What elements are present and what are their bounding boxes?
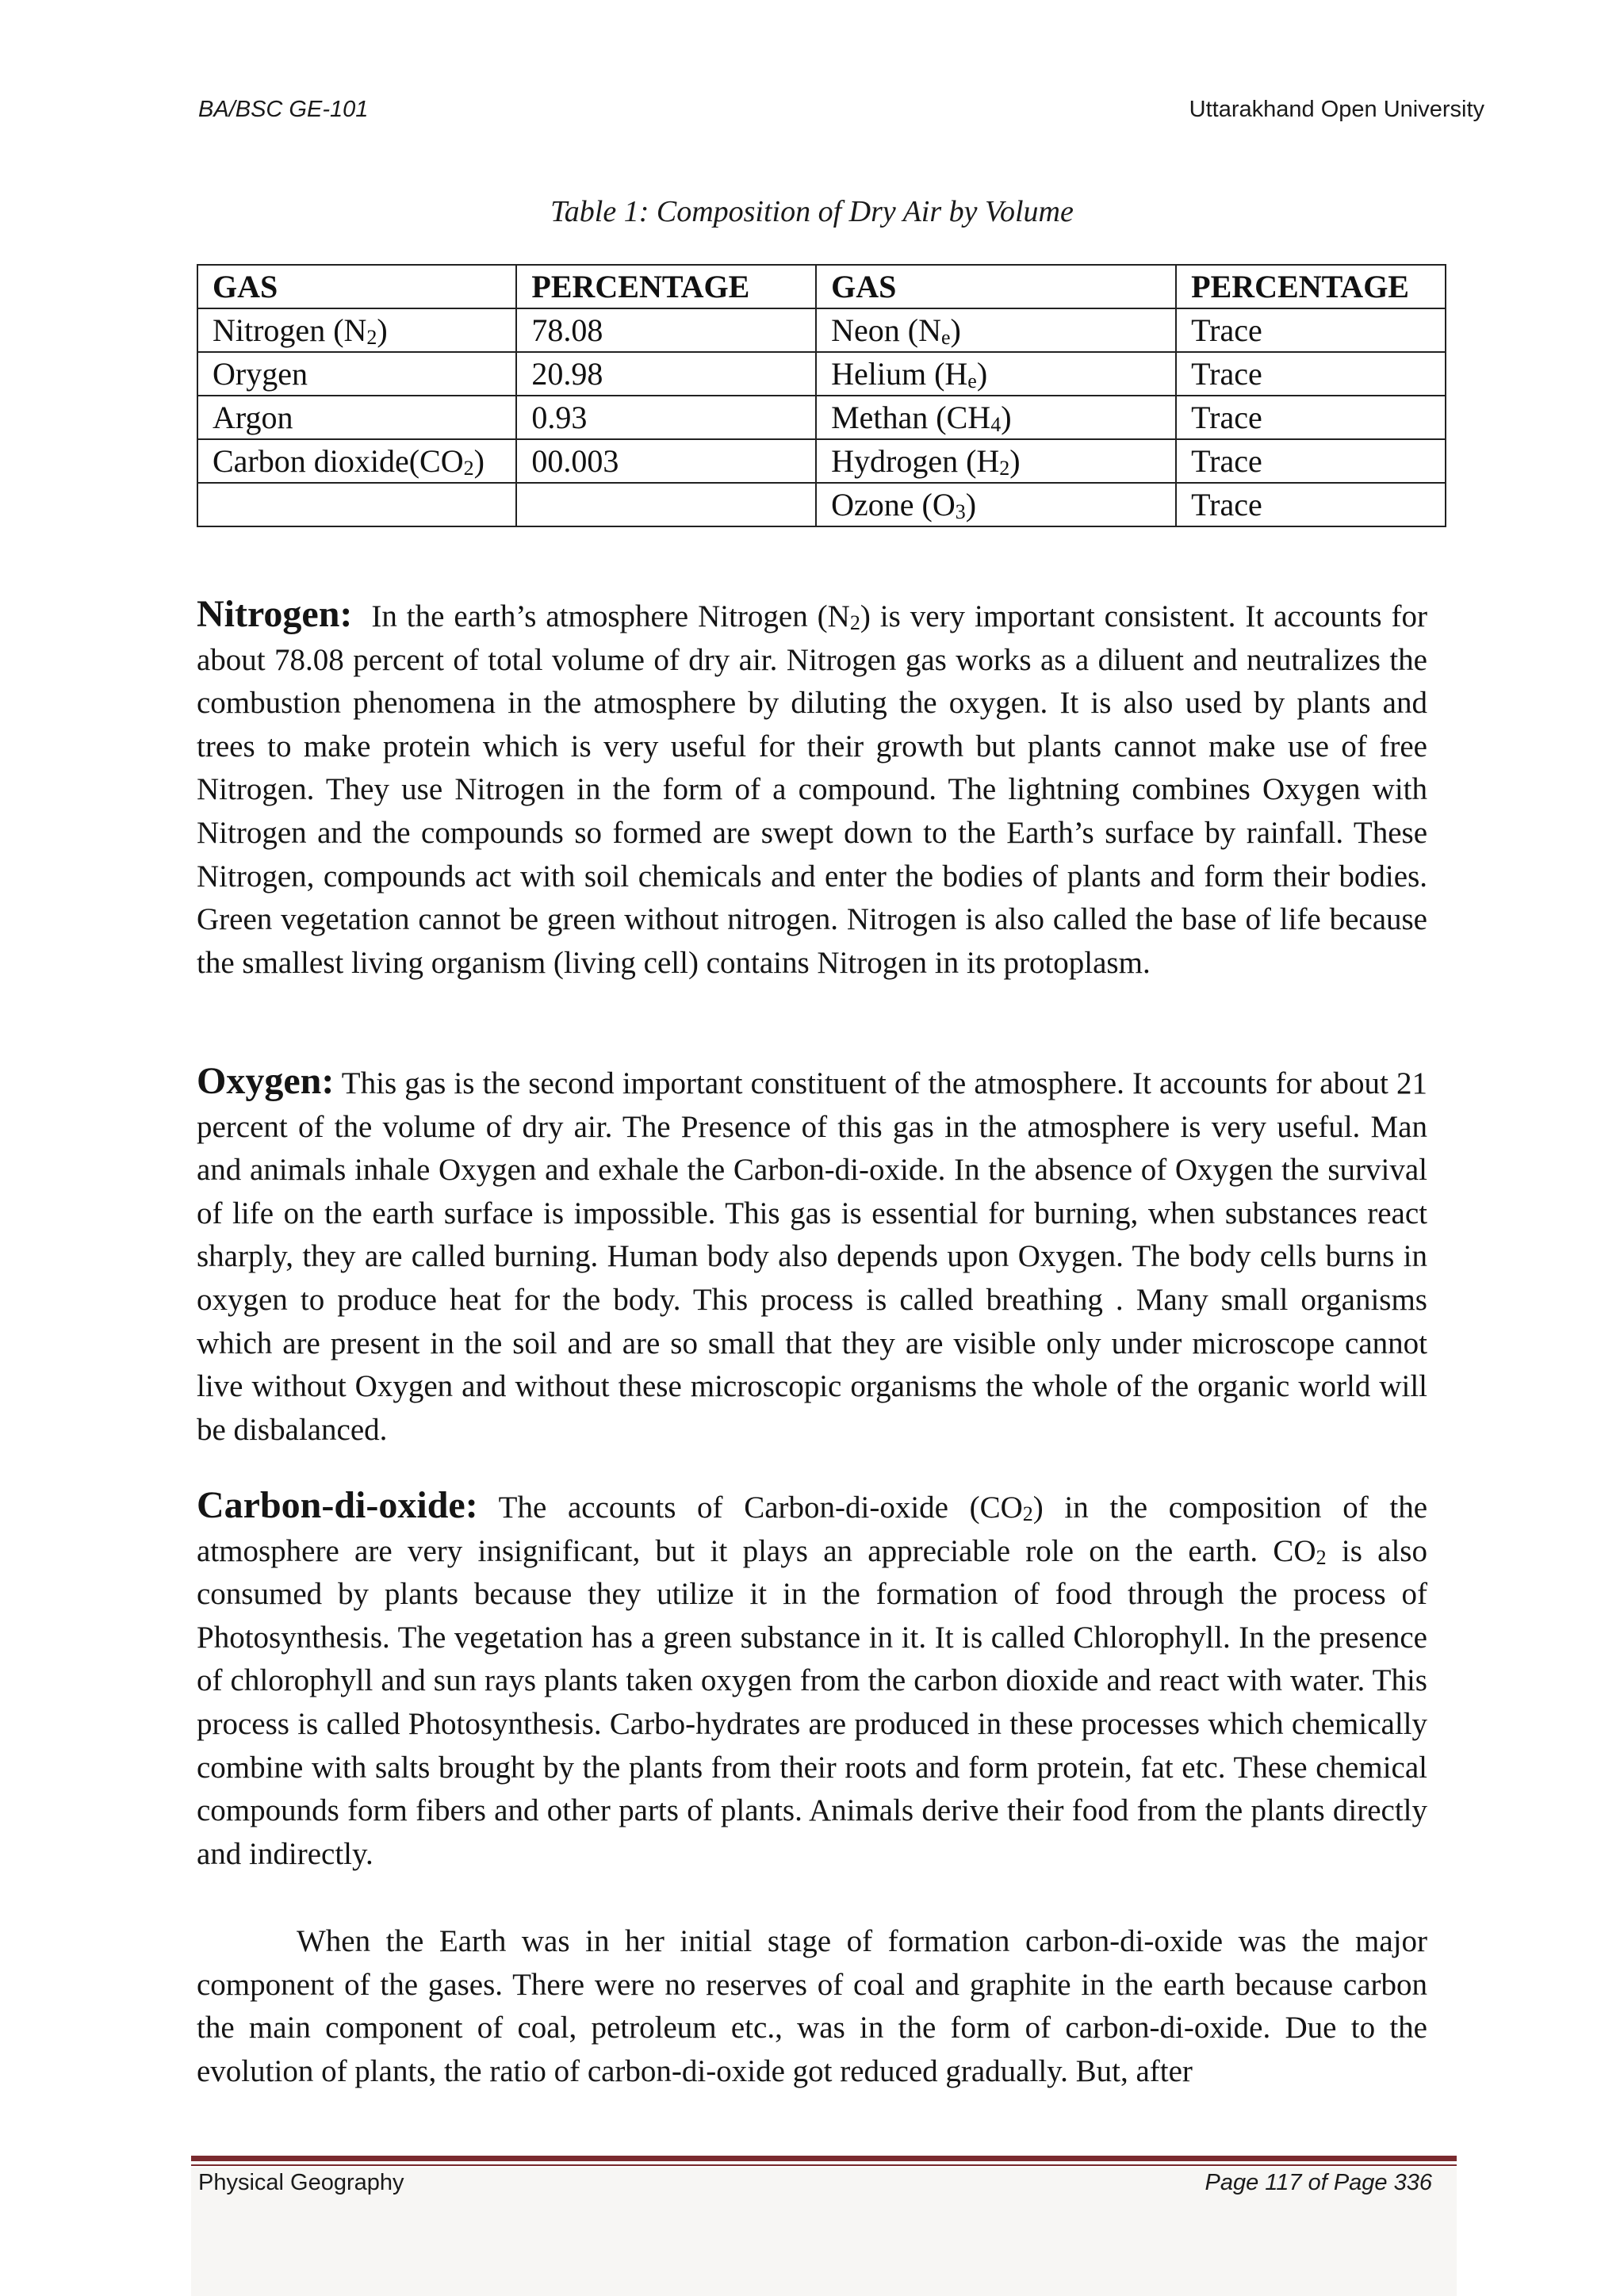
percentage-cell: 00.003 <box>516 439 816 483</box>
header-gas-2: GAS <box>816 265 1176 308</box>
gas-cell: Hydrogen $(H_2)$ <box>816 439 1176 483</box>
carbon-dioxide-paragraph: Carbon-di-oxide: The accounts of Carbon-di-oxide $(CO_2)$ in the composition of the atmosphere are very insignificant, but it plays an appreciable role on the earth. $CO_2$ is also consumed by plants because they utilize it in the formation of food through the process of Photosynthesis. The vegetation has a green substance in it. It is called Chlorophyll. In the presence of chlorophyll and sun rays plants taken oxygen from the carbon dioxide and react with water. This process is called Photosynthesis. Carbo-hydrates are produced in these processes which chemically combine with salts brought by the plants from their roots and form protein, fat etc. These chemical compounds form fibers and other parts of plants. Animals derive their food from the plants directly and indirectly. <box>197 1484 1428 1871</box>
oxygen-paragraph: Oxygen: This gas is the second important constituent of the atmosphere. It accounts for about 21 percent of the volume of dry air. The Presence of this gas in the atmosphere is very useful. Man and animals inhale Oxygen and exhale the Carbon-di-oxide. In the absence of Oxygen the survival of life on the earth surface is impossible. This gas is essential for burning, when substances react sharply, they are called burning. Human body also depends upon Oxygen. The body cells burns in oxygen to produce heat for the body. This process is called breathing . Many small organisms which are present in the soil and are so small that they are visible only under microscope cannot live without Oxygen and without these microscopic organisms the whole of the organic world will be disbalanced. <box>197 1060 1428 1447</box>
gas-cell: Methan $(CH_4)$ <box>816 396 1176 439</box>
course-code: BA/BSC GE-101 <box>198 97 369 122</box>
percentage-cell: 78.08 <box>516 308 816 352</box>
table-row <box>197 396 1446 439</box>
percentage-cell: Trace <box>1176 308 1446 352</box>
percentage-cell <box>516 483 816 526</box>
header-gas-1: GAS <box>197 265 516 308</box>
percentage-cell: 0.93 <box>516 396 816 439</box>
table-row <box>197 439 1446 483</box>
carbon-dioxide-heading: Carbon-di-oxide: <box>197 1484 478 1526</box>
page-footer <box>198 2170 1432 2202</box>
oxygen-heading: Oxygen: <box>197 1060 335 1102</box>
page-header <box>198 97 1484 128</box>
percentage-cell: 20.98 <box>516 352 816 396</box>
footer-rule-thin <box>191 2164 1457 2166</box>
gas-cell: Nitrogen $(N_2)$ <box>197 308 516 352</box>
gas-cell: Orygen <box>197 352 516 396</box>
subject-name: Physical Geography <box>198 2170 404 2195</box>
gas-cell: Argon <box>197 396 516 439</box>
table-row <box>197 308 1446 352</box>
gas-cell: Carbon $dioxide(CO_2)$ <box>197 439 516 483</box>
nitrogen-paragraph: Nitrogen: In the earth’s atmosphere Nitrogen $(N_2)$ is very important consistent. It accounts for about 78.08 percent of total volume of dry air. Nitrogen gas works as a diluent and neutralizes the combustion phenomena in the atmosphere by diluting the oxygen. It is also used by plants and trees to make protein which is very useful for their growth but plants cannot make use of free Nitrogen. They use Nitrogen in the form of a compound. The lightning combines Oxygen with Nitrogen and the compounds so formed are swept down to the Earth’s surface by rainfall. These Nitrogen, compounds act with soil chemicals and enter the bodies of plants and form their bodies. Green vegetation cannot be green without nitrogen. Nitrogen is also called the base of life because the smallest living organism (living cell) contains Nitrogen in its protoplasm. <box>197 593 1428 980</box>
percentage-cell: Trace <box>1176 352 1446 396</box>
footer-rule <box>191 2156 1457 2161</box>
percentage-cell: Trace <box>1176 396 1446 439</box>
university-name: Uttarakhand Open University <box>1189 97 1484 122</box>
gas-cell <box>197 483 516 526</box>
table-row <box>197 483 1446 526</box>
header-percentage-2: PERCENTAGE <box>1176 265 1446 308</box>
earth-formation-paragraph: When the Earth was in her initial stage of formation carbon-di-oxide was the major component of the gases. There were no reserves of coal and graphite in the earth because carbon the main component of coal, petroleum etc., was in the form of carbon-di-oxide. Due to the evolution of plants, the ratio of carbon-di-oxide got reduced gradually. But, after <box>197 1924 1427 2088</box>
percentage-cell: Trace <box>1176 439 1446 483</box>
header-percentage-1: PERCENTAGE <box>516 265 816 308</box>
composition-table <box>197 264 1446 527</box>
gas-cell: Helium $(H_e)$ <box>816 352 1176 396</box>
gas-cell: Ozone $(O_3)$ <box>816 483 1176 526</box>
table-header-row <box>197 265 1446 308</box>
table-caption: Table 1: Composition of Dry Air by Volume <box>550 195 1074 228</box>
gas-cell: Neon $(N_e)$ <box>816 308 1176 352</box>
table-row <box>197 352 1446 396</box>
page-number: Page 117 of Page 336 <box>1205 2170 1432 2195</box>
nitrogen-heading: Nitrogen: <box>197 593 353 635</box>
percentage-cell: Trace <box>1176 483 1446 526</box>
